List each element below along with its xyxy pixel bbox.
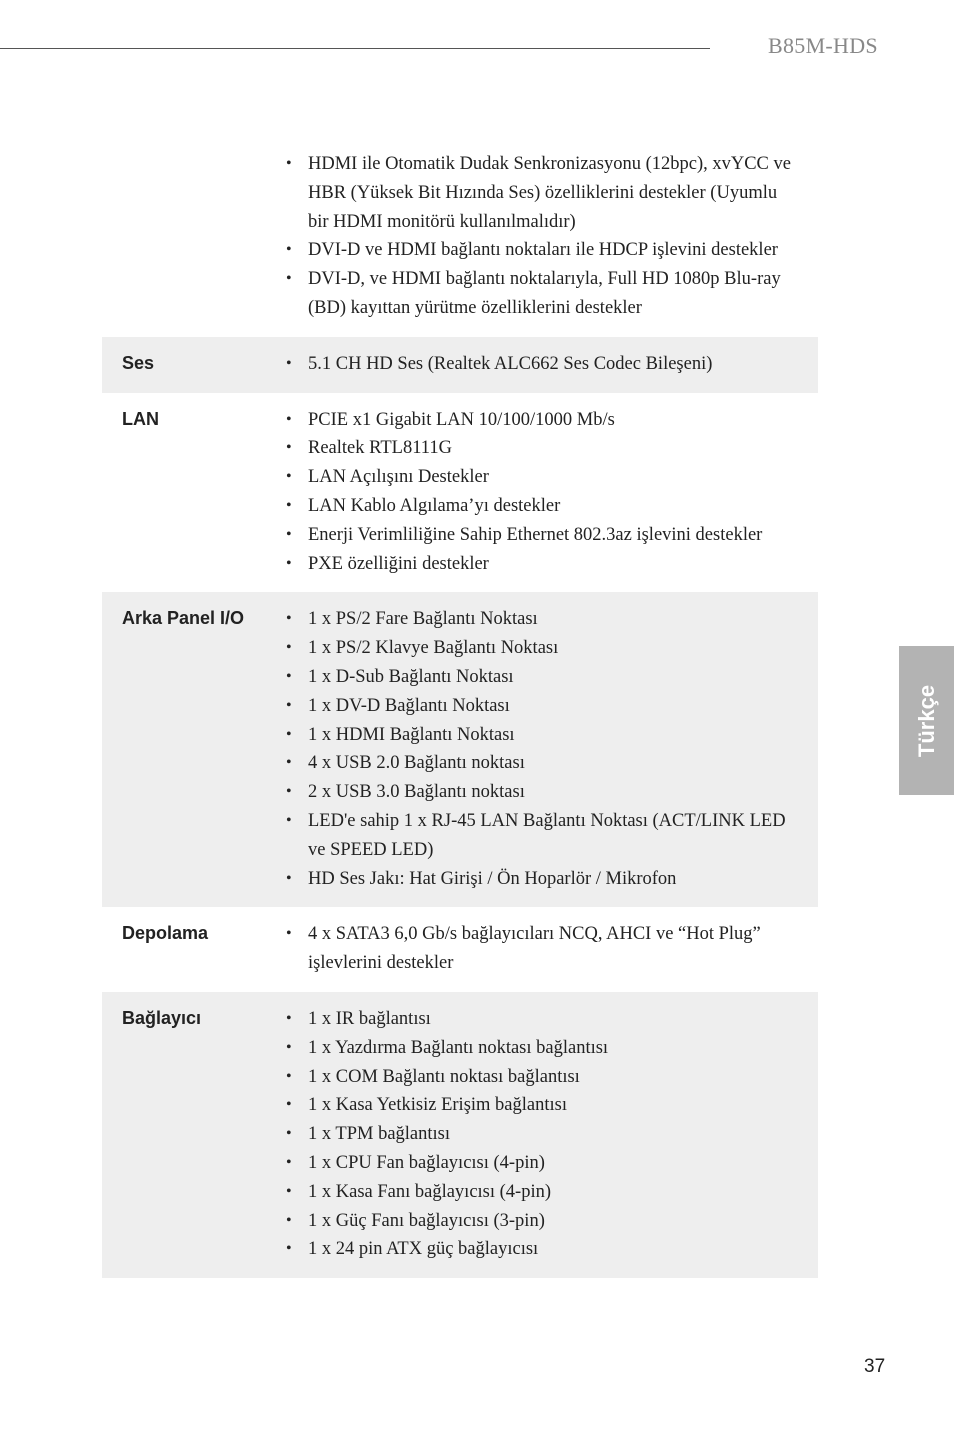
spec-label: Ses [122, 352, 155, 373]
list-item: • LAN Kablo Algılama’yı destekler [284, 492, 794, 521]
list-item: • 5.1 CH HD Ses (Realtek ALC662 Ses Codec Bileşeni) [284, 350, 794, 379]
spec-row-audio [102, 337, 818, 393]
page-number: 37 [864, 1356, 886, 1377]
spec-label [102, 147, 284, 337]
spec-label: LAN [122, 408, 159, 429]
language-tab-label: Türkçe [913, 684, 939, 757]
list-item: • HD Ses Jakı: Hat Girişi / Ön Hoparlör / Mikrofon [284, 865, 794, 894]
list-item: • 1 x 24 pin ATX güç bağlayıcısı [284, 1235, 794, 1264]
list-item: • 2 x USB 3.0 Bağlantı noktası [284, 778, 794, 807]
list-item: • 1 x D-Sub Bağlantı Noktası [284, 663, 794, 692]
language-tab [899, 646, 954, 795]
spec-items [284, 393, 794, 593]
spec-table [102, 147, 818, 1278]
spec-row-rear-panel-io [102, 592, 818, 907]
list-item: • 1 x Kasa Yetkisiz Erişim bağlantısı [284, 1091, 794, 1120]
list-item: • 1 x PS/2 Fare Bağlantı Noktası [284, 605, 794, 634]
spec-items [284, 992, 794, 1278]
list-item: • HDMI ile Otomatik Dudak Senkronizasyonu (12bpc), xvYCC ve HBR (Yüksek Bit Hızında Ses) özelliklerini destekler (Uyumlu bir HDMI monitörü kullanılmalıdır) [284, 150, 794, 236]
list-item: • PCIE x1 Gigabit LAN 10/100/1000 Mb/s [284, 406, 794, 435]
spec-row-lan [102, 393, 818, 593]
spec-row-graphics-continued [102, 147, 818, 337]
list-item: • DVI-D, ve HDMI bağlantı noktalarıyla, Full HD 1080p Blu-ray (BD) kayıttan yürütme özelliklerini destekler [284, 265, 794, 323]
header-rule [0, 48, 710, 49]
list-item: • 1 x COM Bağlantı noktası bağlantısı [284, 1063, 794, 1092]
spec-items [284, 907, 794, 992]
list-item: • 1 x Yazdırma Bağlantı noktası bağlantısı [284, 1034, 794, 1063]
list-item: • 1 x CPU Fan bağlayıcısı (4-pin) [284, 1149, 794, 1178]
spec-items [284, 592, 794, 907]
list-item: • 1 x TPM bağlantısı [284, 1120, 794, 1149]
list-item: • 1 x DV-D Bağlantı Noktası [284, 692, 794, 721]
list-item: • 1 x Güç Fanı bağlayıcısı (3-pin) [284, 1207, 794, 1236]
spec-items [284, 337, 794, 393]
spec-label: Arka Panel I/O [122, 608, 245, 629]
list-item: • 1 x IR bağlantısı [284, 1005, 794, 1034]
spec-items [284, 147, 794, 337]
spec-row-storage [102, 907, 818, 992]
spec-row-connectors [102, 992, 818, 1278]
list-item: • 1 x PS/2 Klavye Bağlantı Noktası [284, 634, 794, 663]
list-item: • Enerji Verimliliğine Sahip Ethernet 802.3az işlevini destekler [284, 521, 794, 550]
list-item: • LED'e sahip 1 x RJ-45 LAN Bağlantı Noktası (ACT/LINK LED ve SPEED LED) [284, 807, 794, 865]
spec-label: Depolama [122, 923, 209, 944]
list-item: • Realtek RTL8111G [284, 434, 794, 463]
list-item: • PXE özelliğini destekler [284, 550, 794, 579]
list-item: • LAN Açılışını Destekler [284, 463, 794, 492]
model-title: B85M-HDS [768, 33, 878, 58]
list-item: • 4 x USB 2.0 Bağlantı noktası [284, 749, 794, 778]
list-item: • 4 x SATA3 6,0 Gb/s bağlayıcıları NCQ, AHCI ve “Hot Plug” işlevlerini destekler [284, 920, 794, 978]
list-item: • 1 x Kasa Fanı bağlayıcısı (4-pin) [284, 1178, 794, 1207]
spec-label: Bağlayıcı [122, 1007, 202, 1028]
list-item: • 1 x HDMI Bağlantı Noktası [284, 721, 794, 750]
list-item: • DVI-D ve HDMI bağlantı noktaları ile HDCP işlevini destekler [284, 236, 794, 265]
